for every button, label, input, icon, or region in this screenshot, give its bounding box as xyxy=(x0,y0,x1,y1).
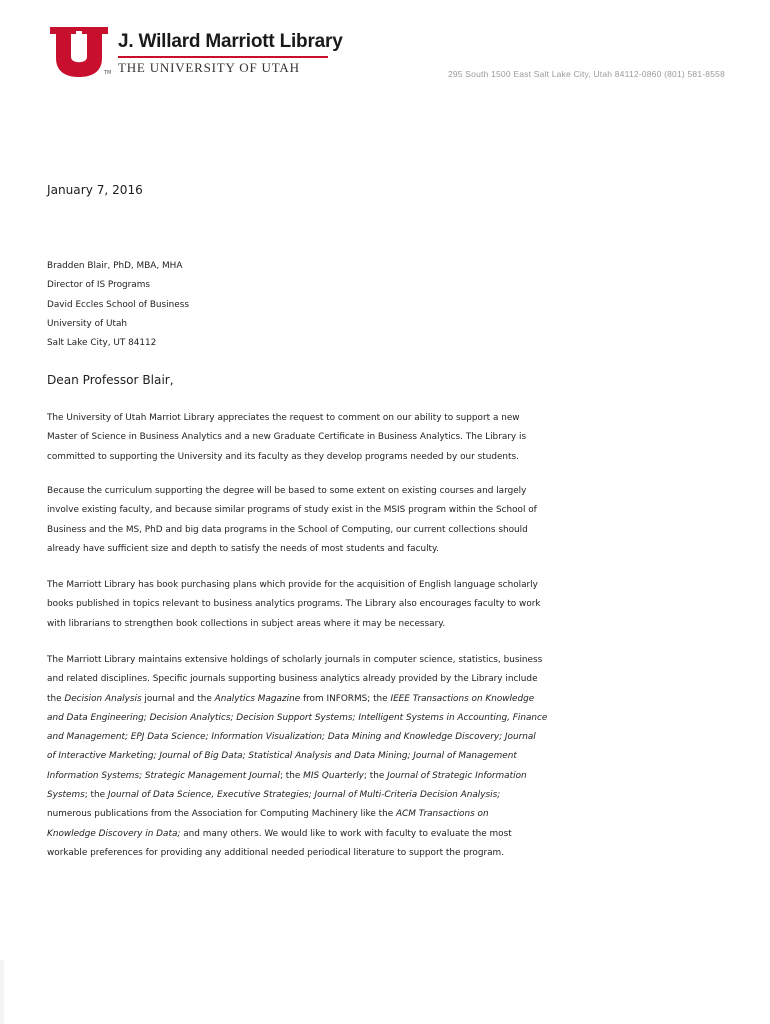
paragraph-line: committed to supporting the University and its faculty as they develop programs needed by our students. xyxy=(47,451,519,462)
journal-title: Decision Analysis xyxy=(64,693,142,704)
text-run: and many others. We would like to work with faculty to evaluate the most xyxy=(180,828,512,839)
recipient-name: Bradden Blair, PhD, MBA, MHA xyxy=(47,261,183,271)
recipient-university: University of Utah xyxy=(47,318,128,329)
university-name: THE UNIVERSITY OF UTAH xyxy=(118,60,300,75)
text-run: numerous publications from the Association for Computing Machinery like the xyxy=(47,809,396,820)
paragraph-line xyxy=(47,728,747,747)
journal-list: of Interactive Marketing; Journal of Big Data; Statistical Analysis and Data Mining; Journal of Management xyxy=(47,751,517,762)
text-run: ; the xyxy=(279,770,304,781)
paragraph-line xyxy=(47,786,747,805)
journal-title: IEEE Transactions on Knowledge xyxy=(390,693,535,704)
salutation: Dean Professor Blair, xyxy=(47,373,174,387)
paragraph-line: workable preferences for providing any additional needed periodical literature to support the program. xyxy=(47,847,505,858)
letterhead-divider xyxy=(118,56,328,58)
recipient-address xyxy=(47,257,747,353)
text-run: journal and the xyxy=(141,693,215,704)
journal-title: ACM Transactions on xyxy=(395,809,489,820)
paragraph-line: The Marriott Library maintains extensive holdings of scholarly journals in computer science, statistics, business xyxy=(47,655,543,665)
text-run: from INFORMS; the xyxy=(300,693,391,704)
paragraph-line: The University of Utah Marriot Library appreciates the request to comment on our ability to support a new xyxy=(47,413,520,423)
paragraph-line xyxy=(47,805,747,824)
paragraph-2 xyxy=(47,482,747,559)
journal-list: and Data Engineering; Decision Analytics; Decision Support Systems; Intelligent Systems in Accounting, Finance xyxy=(47,712,548,723)
library-address: 295 South 1500 East Salt Lake City, Utah 84112-0860 (801) 581-8558 xyxy=(447,69,725,79)
text-run: the xyxy=(47,693,65,704)
text-run: ; the xyxy=(84,790,108,801)
journal-title: MIS Quarterly xyxy=(303,770,364,781)
paragraph-line: Business and the MS, PhD and big data programs in the School of Computing, our current collections should xyxy=(47,524,528,535)
library-name: J. Willard Marriott Library xyxy=(118,31,343,52)
paragraph-line xyxy=(47,709,747,728)
paragraph-1 xyxy=(47,409,747,467)
journal-title: Systems xyxy=(47,790,85,801)
paragraph-line: and related disciplines. Specific journals supporting business analytics already provided by the Library include xyxy=(47,674,538,685)
paragraph-line xyxy=(47,690,747,709)
trademark-mark: TM xyxy=(104,70,112,76)
journal-title: Analytics Magazine xyxy=(214,693,301,704)
paragraph-line: already have sufficient size and depth to satisfy the needs of most students and faculty. xyxy=(47,543,439,554)
journal-title: Knowledge Discovery in Data; xyxy=(47,828,181,839)
scan-edge xyxy=(0,960,4,1024)
journal-list: and Management; EPJ Data Science; Information Visualization; Data Mining and Knowledge Discovery; Journal xyxy=(47,732,536,743)
recipient-title: Director of IS Programs xyxy=(47,280,150,291)
paragraph-3 xyxy=(47,576,747,634)
paragraph-line: Because the curriculum supporting the degree will be based to some extent on existing courses and largely xyxy=(47,486,527,496)
paragraph-line xyxy=(47,825,747,844)
paragraph-4 xyxy=(47,651,747,863)
journal-list: Information Systems; Strategic Management Journal xyxy=(47,770,280,781)
paragraph-line: Master of Science in Business Analytics and a new Graduate Certificate in Business Analytics. The Library is xyxy=(47,432,527,443)
text-run: ; the xyxy=(363,770,388,781)
paragraph-line: books published in topics relevant to business analytics programs. The Library also encourages faculty to work xyxy=(47,599,541,610)
journal-list: Journal of Data Science, Executive Strategies; Journal of Multi-Criteria Decision Analysis; xyxy=(107,790,501,801)
paragraph-line: The Marriott Library has book purchasing plans which provide for the acquisition of English language scholarly xyxy=(47,580,538,590)
letter-date: January 7, 2016 xyxy=(47,183,143,197)
recipient-school: David Eccles School of Business xyxy=(47,299,189,310)
journal-title: Journal of Strategic Information xyxy=(387,770,527,781)
paragraph-line: involve existing faculty, and because similar programs of study exist in the MSIS program within the School of xyxy=(47,505,537,516)
paragraph-line xyxy=(47,767,747,786)
paragraph-line xyxy=(47,747,747,766)
university-of-utah-logo xyxy=(50,27,108,77)
recipient-city: Salt Lake City, UT 84112 xyxy=(47,338,157,349)
paragraph-line: with librarians to strengthen book collections in subject areas where it may be necessary. xyxy=(47,618,446,629)
